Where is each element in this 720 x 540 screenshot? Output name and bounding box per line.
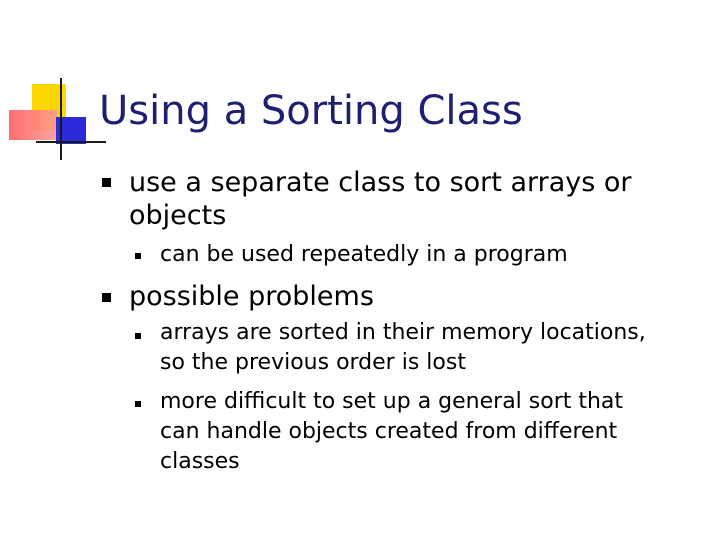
bullet-text: objects: [129, 200, 227, 231]
logo-vertical-line: [60, 78, 62, 160]
sub-bullet-text: can be used repeatedly in a program: [160, 242, 568, 267]
sub-bullet-text: so the previous order is lost: [160, 350, 466, 375]
slide-title: Using a Sorting Class: [99, 88, 523, 134]
corner-logo-icon: [0, 0, 110, 170]
logo-red-square: [9, 110, 57, 140]
small-square-bullet-icon: [135, 401, 141, 407]
bullet-text: use a separate class to sort arrays or: [129, 167, 632, 198]
sub-bullet-text: more difficult to set up a general sort that: [160, 389, 624, 414]
small-square-bullet-icon: [135, 333, 141, 339]
small-square-bullet-icon: [135, 253, 141, 259]
logo-horizontal-line: [36, 141, 106, 143]
sub-bullet-text: arrays are sorted in their memory locations,: [160, 320, 646, 345]
bullet-text: possible problems: [129, 281, 374, 312]
sub-bullet-text: can handle objects created from different: [160, 419, 618, 444]
square-bullet-icon: [102, 293, 111, 302]
sub-bullet-text: classes: [160, 449, 240, 474]
square-bullet-icon: [102, 178, 111, 187]
